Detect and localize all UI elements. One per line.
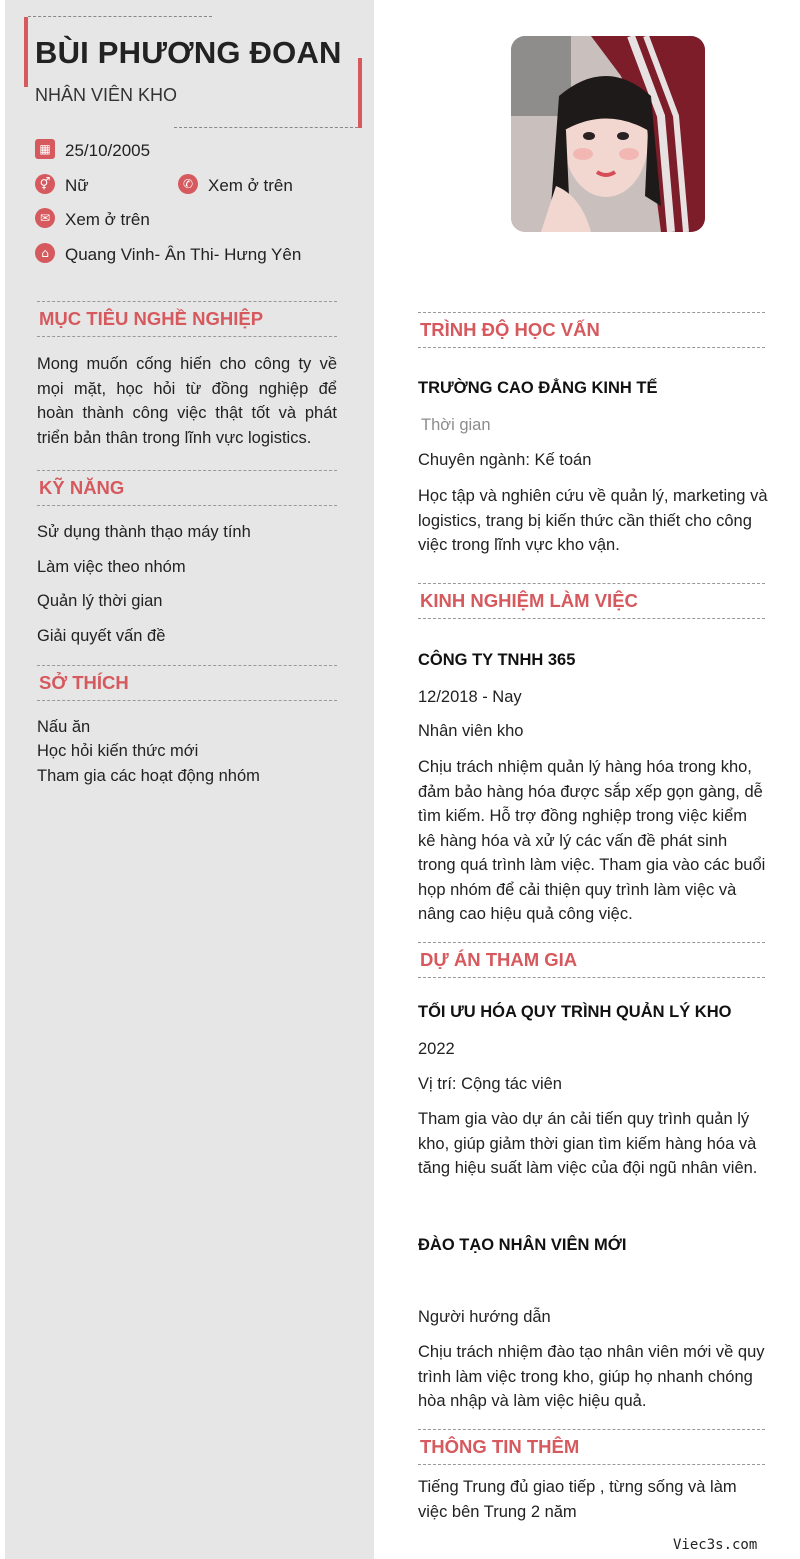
header-accent-bar-right [358, 58, 362, 128]
hobby-item: Học hỏi kiến thức mới [37, 742, 199, 760]
company-name: CÔNG TY TNHH 365 [418, 651, 576, 669]
school-name: TRƯỜNG CAO ĐẲNG KINH TẾ [418, 379, 658, 397]
skill-item: Sử dụng thành thạo máy tính [37, 523, 251, 541]
project-description: Chịu trách nhiệm đào tạo nhân viên mới về quy trình làm việc trong kho, giúp họ nhanh chóng hòa nhập và làm việc hiệu quả. [418, 1343, 765, 1410]
header-top-dashed-line [28, 16, 212, 17]
skill-item: Quản lý thời gian [37, 592, 163, 610]
footer-brand: Viec3s.com [673, 1537, 758, 1553]
hobby-item: Tham gia các hoạt động nhóm [37, 767, 260, 785]
additional-text: Tiếng Trung đủ giao tiếp , từng sống và làm việc bên Trung 2 năm [418, 1478, 737, 1521]
home-icon: ⌂ [35, 243, 55, 263]
calendar-icon: ▦ [35, 139, 55, 159]
job-title: NHÂN VIÊN KHO [35, 85, 178, 105]
gender: Nữ [65, 176, 89, 195]
profile-photo [511, 36, 705, 232]
experience-description: Chịu trách nhiệm quản lý hàng hóa trong kho, đảm bảo hàng hóa được sắp xếp gọn gàng, dễ tìm kiếm. Hỗ trợ đồng nghiệp trong việc kiểm kê hàng hóa và xử lý các vấn đề phát sinh trong quá trình làm việc. Tham gia vào các buổi họp nhóm để cải thiện quy trình làm việc và nâng cao hiệu quả công việc. [418, 758, 766, 923]
address: Quang Vinh- Ân Thi- Hưng Yên [65, 245, 302, 264]
project-name: ĐÀO TẠO NHÂN VIÊN MỚI [418, 1236, 627, 1254]
skill-item: Làm việc theo nhóm [37, 558, 186, 576]
projects-title: DỰ ÁN THAM GIA [418, 942, 765, 978]
objective-text: Mong muốn cống hiến cho công ty về mọi mặt, học hỏi từ đồng nghiệp để hoàn thành công việc thật tốt và phát triển bản thân trong lĩnh vực logistics. [37, 355, 337, 447]
phone-icon: ✆ [178, 174, 198, 194]
skills-title: KỸ NĂNG [37, 470, 337, 506]
experience-position: Nhân viên kho [418, 722, 524, 740]
phone: Xem ở trên [208, 176, 293, 195]
hobby-item: Nấu ăn [37, 718, 91, 736]
birthdate: 25/10/2005 [65, 141, 151, 160]
objective-title: MỤC TIÊU NGHỀ NGHIỆP [37, 301, 337, 337]
skill-item: Giải quyết vấn đề [37, 627, 166, 645]
project-role: Người hướng dẫn [418, 1308, 551, 1326]
additional-title: THÔNG TIN THÊM [418, 1429, 765, 1465]
project-description: Tham gia vào dự án cải tiến quy trình quản lý kho, giúp giảm thời gian tìm kiếm hàng hóa và tăng hiệu suất làm việc của đội ngũ nhân viên. [418, 1110, 758, 1177]
hobbies-title: SỞ THÍCH [37, 665, 337, 701]
education-title: TRÌNH ĐỘ HỌC VẤN [418, 312, 765, 348]
project-year: 2022 [418, 1040, 455, 1058]
header-bottom-dashed-line [174, 127, 358, 128]
email: Xem ở trên [65, 210, 150, 229]
project-role: Vị trí: Cộng tác viên [418, 1075, 562, 1093]
email-icon: ✉ [35, 208, 55, 228]
candidate-name: BÙI PHƯƠNG ĐOAN [35, 35, 342, 70]
name-header [24, 16, 362, 129]
education-major: Chuyên ngành: Kế toán [418, 451, 592, 469]
profile-photo-illustration [511, 36, 705, 232]
education-description: Học tập và nghiên cứu về quản lý, marketing và logistics, trang bị kiến thức cần thiết cho công việc trong lĩnh vực kho vận. [418, 487, 768, 554]
experience-title: KINH NGHIỆM LÀM VIỆC [418, 583, 765, 619]
project-name: TỐI ƯU HÓA QUY TRÌNH QUẢN LÝ KHO [418, 1003, 732, 1021]
header-accent-bar-left [24, 17, 28, 87]
gender-icon: ⚥ [35, 174, 55, 194]
education-time: Thời gian [421, 416, 491, 434]
experience-period: 12/2018 - Nay [418, 688, 522, 706]
